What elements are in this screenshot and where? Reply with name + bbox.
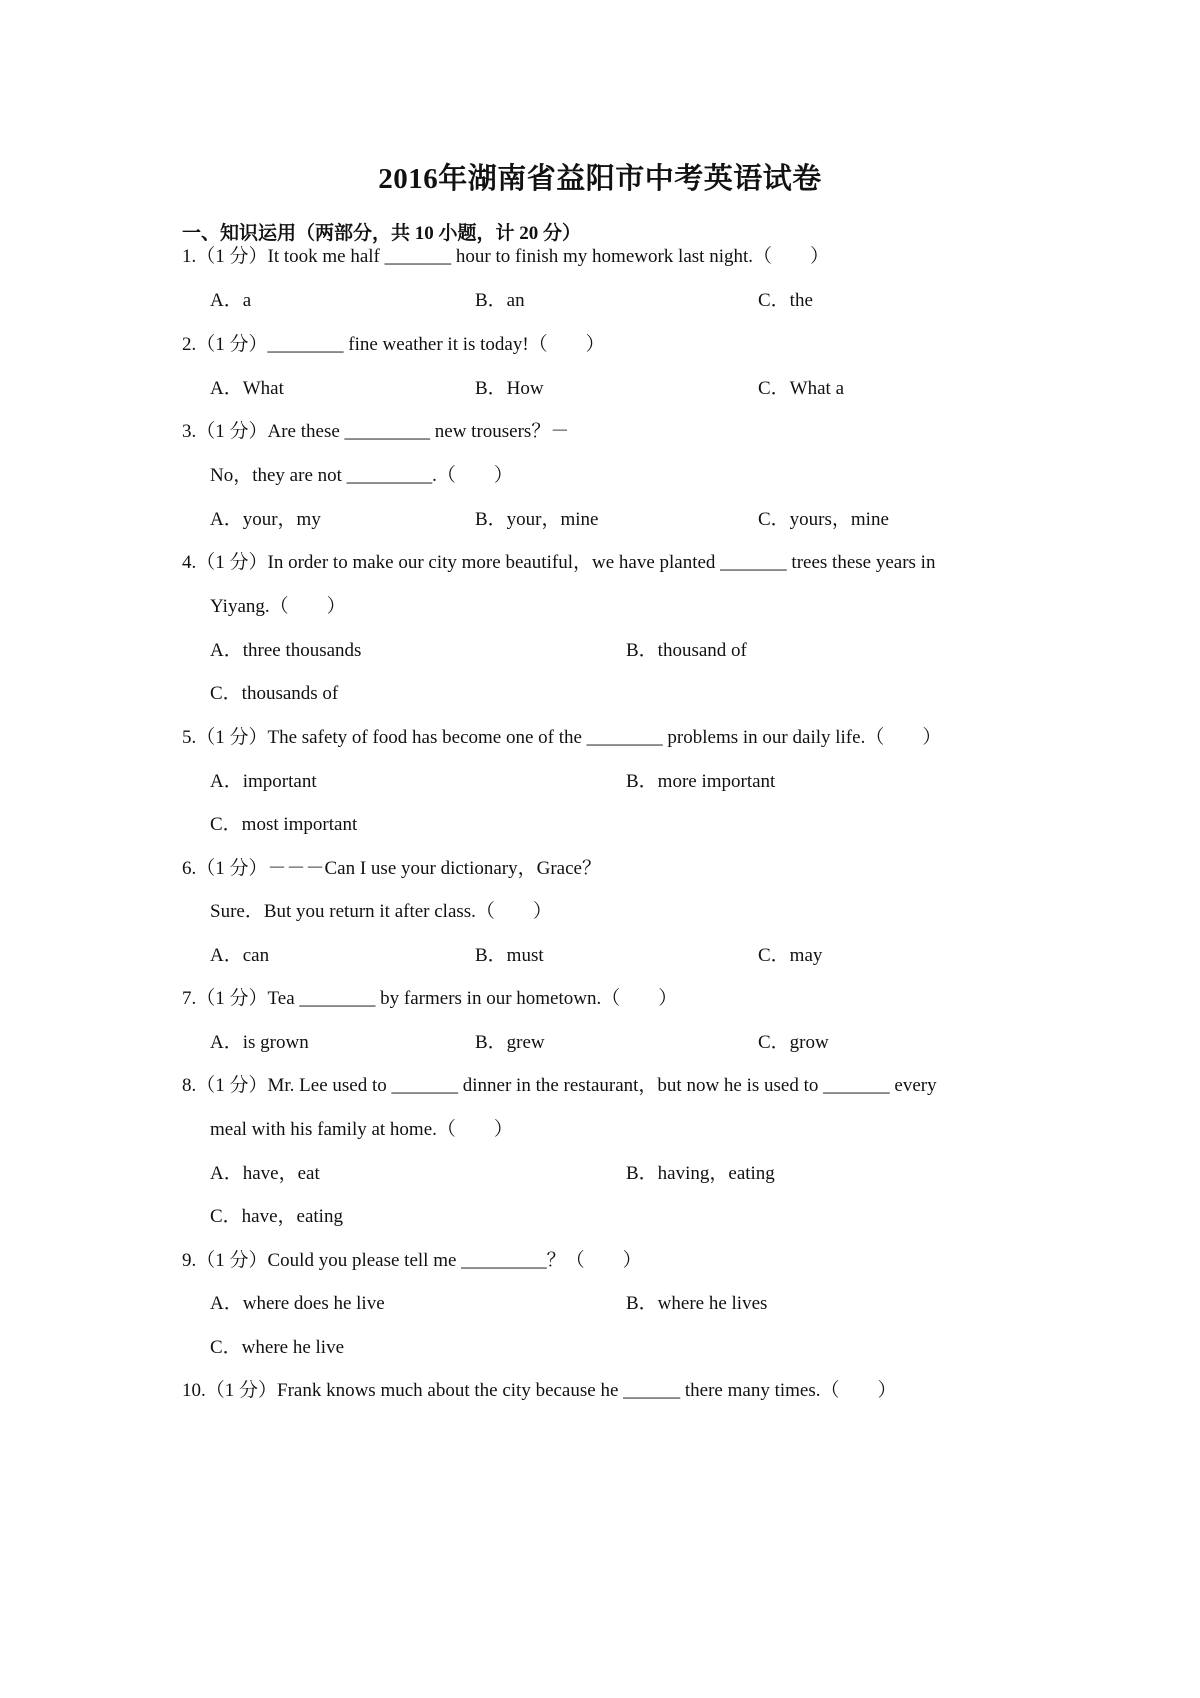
question-6-choice-a: A．can: [210, 945, 270, 966]
question-10-stem: 10.（1 分）Frank knows much about the city because he ______ there many times.（ ）: [182, 1380, 897, 1401]
question-3-choice-c: C．yours，mine: [758, 509, 889, 530]
question-5-choice-b: B．more important: [626, 771, 776, 792]
section-heading: 一、知识运用（两部分，共 10 小题，计 20 分）: [182, 223, 582, 244]
question-6-stem-continued: Sure．But you return it after class.（ ）: [210, 901, 552, 922]
question-1-choice-b: B．an: [475, 290, 525, 311]
question-5-stem: 5.（1 分）The safety of food has become one of the ________ problems in our daily life.（ ）: [182, 727, 942, 748]
question-9-choice-c: C．where he live: [210, 1337, 345, 1358]
question-8-stem-continued: meal with his family at home.（ ）: [210, 1119, 513, 1140]
question-8-choice-b: B．having，eating: [626, 1163, 775, 1184]
question-5-choice-c: C．most important: [210, 814, 358, 835]
question-8-choice-c: C．have，eating: [210, 1206, 343, 1227]
question-3-choice-a: A．your，my: [210, 509, 321, 530]
question-2-choice-b: B．How: [475, 378, 544, 399]
question-4-choice-c: C．thousands of: [210, 683, 339, 704]
question-6-choice-b: B．must: [475, 945, 544, 966]
question-1-stem: 1.（1 分）It took me half _______ hour to finish my homework last night.（ ）: [182, 246, 830, 267]
question-7-choice-a: A．is grown: [210, 1032, 309, 1053]
question-3-choice-b: B．your，mine: [475, 509, 599, 530]
question-4-choice-a: A．three thousands: [210, 640, 362, 661]
question-6-choice-c: C．may: [758, 945, 823, 966]
question-9-choice-b: B．where he lives: [626, 1293, 768, 1314]
question-3-stem: 3.（1 分）Are these _________ new trousers？－: [182, 421, 570, 442]
question-9-choice-a: A．where does he live: [210, 1293, 385, 1314]
question-2-stem: 2.（1 分）________ fine weather it is today!（ ）: [182, 334, 605, 355]
question-4-choice-b: B．thousand of: [626, 640, 747, 661]
question-3-stem-continued: No，they are not _________.（ ）: [210, 465, 513, 486]
page-title: 2016年湖南省益阳市中考英语试卷: [378, 163, 822, 195]
question-7-stem: 7.（1 分）Tea ________ by farmers in our hometown.（ ）: [182, 988, 678, 1009]
question-9-stem: 9.（1 分）Could you please tell me _________？（ ）: [182, 1250, 642, 1271]
question-2-choice-c: C．What a: [758, 378, 845, 399]
question-8-choice-a: A．have，eat: [210, 1163, 320, 1184]
question-7-choice-c: C．grow: [758, 1032, 829, 1053]
question-1-choice-c: C．the: [758, 290, 813, 311]
question-5-choice-a: A．important: [210, 771, 317, 792]
question-7-choice-b: B．grew: [475, 1032, 545, 1053]
question-2-choice-a: A．What: [210, 378, 284, 399]
question-6-stem: 6.（1 分）－－－Can I use your dictionary，Grace？: [182, 858, 601, 879]
question-4-stem: 4.（1 分）In order to make our city more beautiful，we have planted _______ trees these years in: [182, 552, 936, 573]
question-8-stem: 8.（1 分）Mr. Lee used to _______ dinner in the restaurant，but now he is used to _______ every: [182, 1075, 937, 1096]
question-4-stem-continued: Yiyang.（ ）: [210, 596, 346, 617]
question-1-choice-a: A．a: [210, 290, 252, 311]
